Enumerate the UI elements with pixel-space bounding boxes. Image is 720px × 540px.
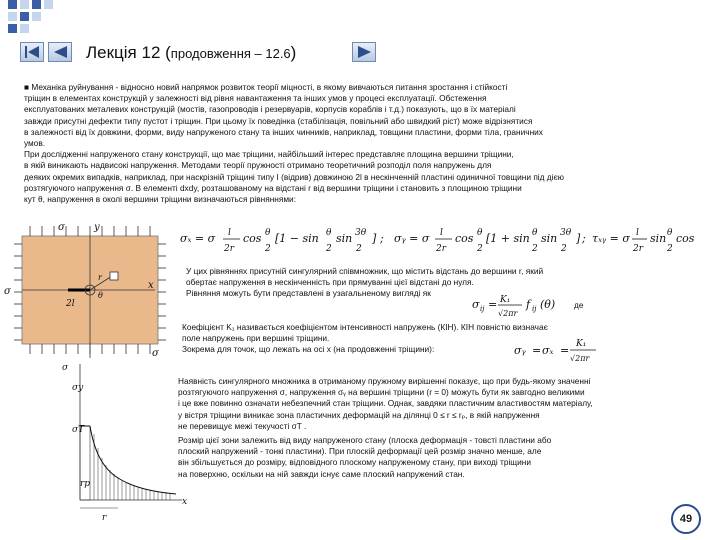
svg-text:2: 2 xyxy=(532,244,538,254)
svg-text:=: = xyxy=(488,298,498,311)
text-line: він збільшується до розміру, відповідного плоскому напруженому стану, при виході тріщини xyxy=(178,457,531,468)
label-y: y xyxy=(94,222,100,233)
svg-text:ij: ij xyxy=(532,305,537,313)
svg-text:θ: θ xyxy=(265,228,271,238)
text-line: поле напружень при вершині тріщини. xyxy=(182,333,330,344)
text-line: Рівняння можуть бути представлені в узагальненому вигляді як xyxy=(186,288,431,299)
text-line: розтягуючого напруження σ. В елементі dxdy, розташованому на відстані r від вершини тріщини і становить з площиною тріщини xyxy=(24,182,522,193)
sif-paragraph xyxy=(182,322,548,356)
text-line: Розмір цієї зони залежить від виду напруженого стану (плоска деформація - товсті пластини або xyxy=(178,435,552,446)
triangle-right-icon xyxy=(356,45,372,59)
label-theta: θ xyxy=(98,291,103,300)
text-line: тріщин в елементах конструкцій у залежності від рівня навантаження та інших умов у процесі експлуатації. Обстеження xyxy=(24,93,487,104)
text-line: кут θ, напруження в околі вершини тріщини визначаються рівняннями: xyxy=(24,194,296,205)
svg-text:sin: sin xyxy=(541,232,558,245)
intro-text xyxy=(24,82,564,205)
text-line: Наявність сингулярного множника в отриманому пружному вирішенні показує, що при будь-якому значенні xyxy=(178,376,591,386)
text-line: у вістря тріщини виникає зона пластичних деформацій на ділянці 0 ≤ r ≤ rₚ, в якій напруження xyxy=(178,409,540,420)
label-sigma-top: σ xyxy=(58,222,65,233)
graph-label-r: r xyxy=(102,513,107,522)
svg-text:√2πr: √2πr xyxy=(570,354,590,363)
text-line: деяких окремих випадків, наприклад, при наскрізній тріщині типу I (відрив) довжиною 2l в нескінченній пластині одиничної товщини під дією xyxy=(24,171,564,182)
label-x: x xyxy=(148,280,154,291)
first-slide-button[interactable] xyxy=(20,42,44,62)
svg-text:√2πr: √2πr xyxy=(498,309,518,318)
label-sigma-bottom: σ xyxy=(152,348,159,359)
text-line: Зокрема для точок, що лежать на осі x (на продовженні тріщини): xyxy=(182,344,435,355)
text-line: умов. xyxy=(24,138,46,149)
svg-text:2r: 2r xyxy=(436,244,447,254)
slide-title: Лекція 12 (продовження – 12.6) xyxy=(86,43,297,62)
graph-label-sigma: σ xyxy=(62,363,69,373)
plastic-zone-paragraph xyxy=(178,376,593,480)
cracked-plate-diagram xyxy=(0,218,180,368)
svg-text:f: f xyxy=(526,298,531,311)
svg-text:θ: θ xyxy=(667,228,673,238)
svg-text:2: 2 xyxy=(265,244,271,254)
prev-slide-button[interactable] xyxy=(48,42,72,62)
label-2l: 2l xyxy=(66,299,75,309)
text-line: розтягуючого напруження σ, напруження σᵧ на вершині тріщини (r = 0) можуть бути як завгодно великими xyxy=(178,387,585,398)
element-dxdy xyxy=(110,272,118,280)
label-r: r xyxy=(98,273,102,282)
svg-text:[1 + sin: [1 + sin xyxy=(486,232,530,245)
svg-text:]: ] xyxy=(576,232,581,245)
text-line: на поверхню, оскільки на ній завжди існує саме плоский напружений стан. xyxy=(178,468,465,479)
next-slide-button[interactable] xyxy=(352,42,376,62)
stress-curve xyxy=(90,426,176,494)
svg-text:2: 2 xyxy=(326,244,332,254)
svg-text:cos: cos xyxy=(455,232,474,245)
stress-distribution-graph xyxy=(58,360,198,522)
svg-text:;: ; xyxy=(582,232,586,245)
svg-text:(θ): (θ) xyxy=(540,298,556,311)
text-line: в якій виникають надвисокі напруження. Методами теорії пружності отримано теоретичний розподіл поля напружень для xyxy=(24,160,492,171)
svg-text:K₁: K₁ xyxy=(500,295,511,305)
eq-bracket: [1 − sin xyxy=(275,232,319,245)
triangle-left-icon xyxy=(52,45,68,59)
where-label: де xyxy=(574,300,584,310)
svg-text:ij: ij xyxy=(480,305,485,313)
eq-cos: cos xyxy=(243,232,262,245)
svg-text:]: ] xyxy=(372,232,377,245)
text-line: експлуатованих металевих конструкцій (мостів, газопроводів і резервуарів, корпусів кораблів і т.д.) показують, що в їх матеріалі xyxy=(24,104,516,115)
svg-text:;: ; xyxy=(380,232,384,245)
svg-text:2r: 2r xyxy=(633,244,644,254)
graph-label-x: x xyxy=(182,497,188,507)
text-line: не перевищує межі текучості σT . xyxy=(178,420,307,431)
eq-txy-lhs: τₓᵧ = σ xyxy=(592,232,630,245)
svg-text:σₓ: σₓ xyxy=(542,344,554,357)
text-line: У цих рівняннях присутній сингулярний співмножник, що містить відстань до вершини r, який xyxy=(186,266,544,276)
svg-text:sin: sin xyxy=(650,232,667,245)
stress-equations xyxy=(180,220,700,256)
svg-text:2: 2 xyxy=(667,244,673,254)
text-line: плоский напружений - тонкі пластини). При плоскій деформації цей розмір значно менше, але xyxy=(178,446,542,457)
skip-back-icon xyxy=(24,45,40,59)
eq-sy-lhs: σᵧ = σ xyxy=(394,232,430,245)
text-line: завжди присутні дефекти типу пустот і тріщин. При цьому їх поведінка (стабілізація, повільний або швидкий ріст) може відрізнятися xyxy=(24,115,533,126)
svg-text:σᵧ: σᵧ xyxy=(514,344,526,357)
top-arrows xyxy=(30,226,150,236)
graph-label-sigma-t: σT xyxy=(72,425,85,435)
page-number-badge: 49 xyxy=(671,504,701,534)
svg-text:3θ: 3θ xyxy=(355,228,367,238)
svg-text:2: 2 xyxy=(477,244,483,254)
text-line: Коефіцієнт K₁ називається коефіцієнтом інтенсивності напружень (КІН). КІН повністю визначає xyxy=(182,322,548,332)
svg-text:sin: sin xyxy=(336,232,353,245)
text-line: в залежності від їх довжини, форми, виду напруженого стану та інших чинників, наприклад, товщини пластини, форми тіла, граничних xyxy=(24,126,543,137)
graph-label-sigma-y: σy xyxy=(72,383,84,393)
svg-text:=: = xyxy=(560,344,570,357)
svg-text:3θ: 3θ xyxy=(560,228,572,238)
svg-text:θ: θ xyxy=(532,228,538,238)
text-line: ■ Механіка руйнування - відносно новий напрямок розвиток теорії міцності, в якому вивчаються питання зростання і стійкості xyxy=(24,82,508,92)
eq-l: l xyxy=(228,228,231,238)
svg-text:θ: θ xyxy=(477,228,483,238)
text-line: і це вже повинно означати небезпечний стан тріщини. Однак, завдяки пластичним властивостям матеріалу, xyxy=(178,398,593,409)
svg-text:2: 2 xyxy=(356,244,362,254)
svg-text:cos: cos xyxy=(676,232,695,245)
svg-text:θ: θ xyxy=(326,228,332,238)
text-line: При дослідженні напруженого стану конструкції, що має тріщини, найбільший інтерес представляє площина вершини тріщини, xyxy=(24,149,514,160)
eq-2r: 2r xyxy=(224,244,235,254)
svg-text:l: l xyxy=(440,228,443,238)
svg-text:K₁: K₁ xyxy=(576,339,587,349)
text-line: обертає напруження в нескінченність при прямуванні цієї відстані до нуля. xyxy=(186,277,474,288)
svg-text:2: 2 xyxy=(561,244,567,254)
svg-text:σ: σ xyxy=(472,298,480,311)
svg-text:l: l xyxy=(636,228,639,238)
eq-sx-lhs: σₓ = σ xyxy=(180,232,216,245)
corner-squares xyxy=(0,0,60,40)
on-axis-equation xyxy=(512,334,622,364)
svg-text:=: = xyxy=(532,344,542,357)
graph-label-rp: rp xyxy=(80,479,91,489)
label-sigma-left: σ xyxy=(4,286,11,297)
